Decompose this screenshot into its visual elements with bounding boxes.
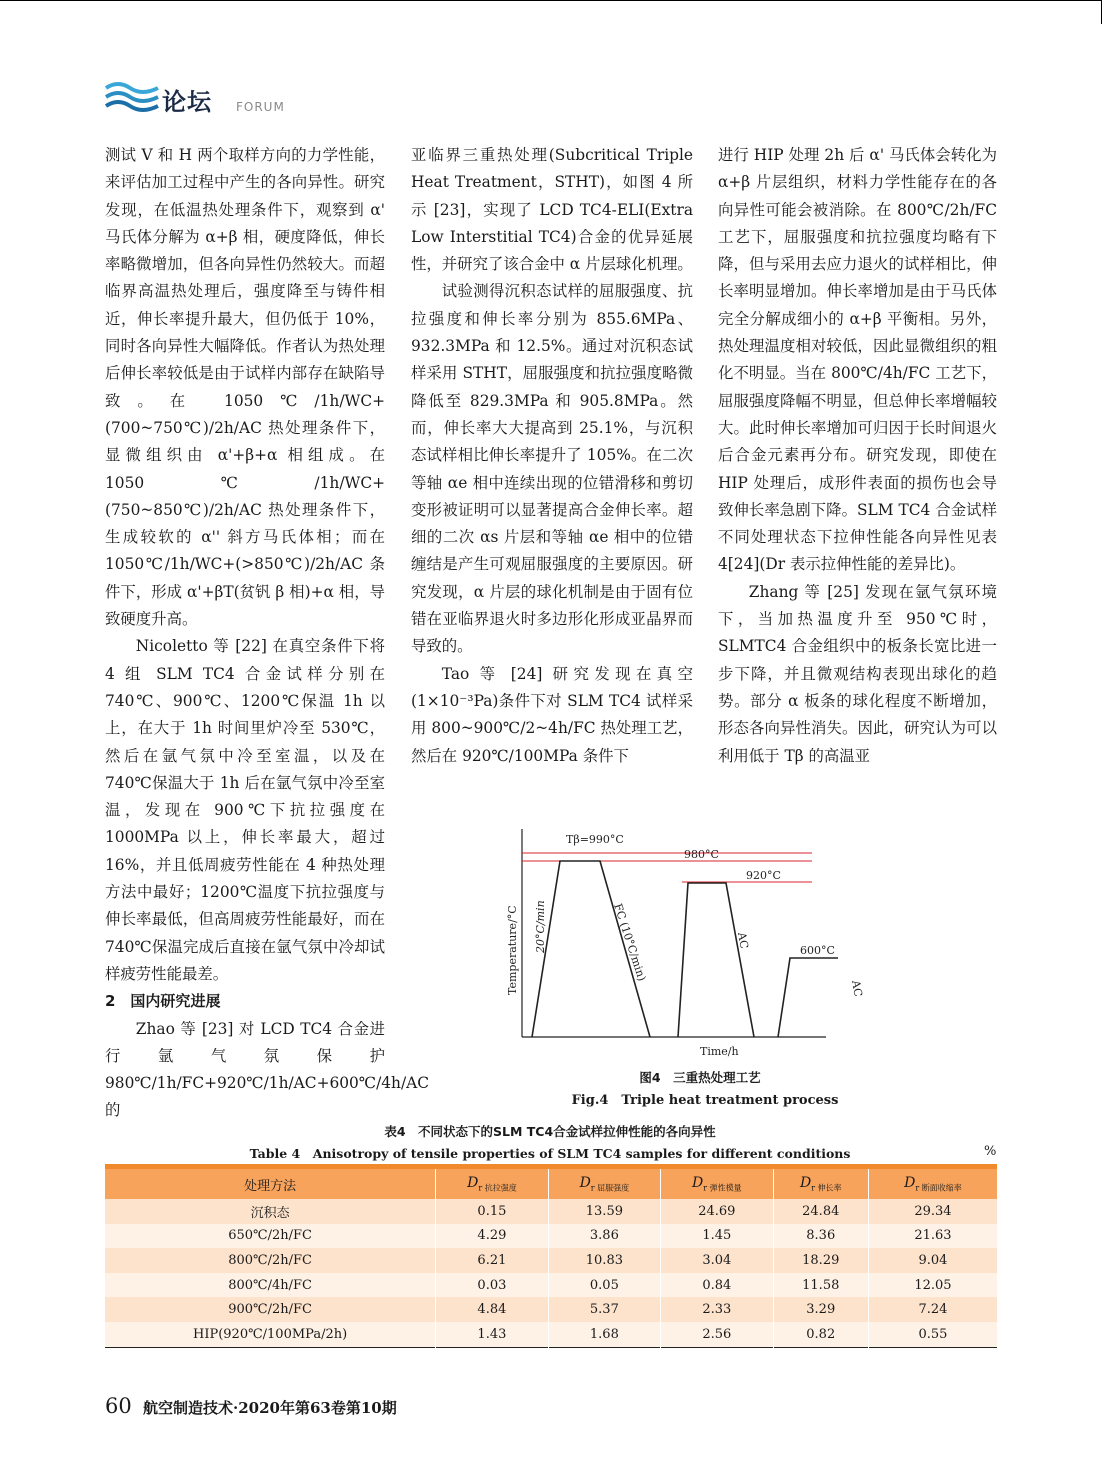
table-cell: 0.03 — [436, 1273, 548, 1298]
table-cell: 8.36 — [773, 1224, 868, 1249]
treatment-curve — [778, 958, 838, 1037]
table-row — [105, 1297, 997, 1322]
table-header-row — [105, 1167, 997, 1200]
crop-mark — [0, 0, 1102, 1]
text-column-3 — [718, 142, 997, 770]
table-cell: 2.33 — [661, 1297, 773, 1322]
figure-caption-en: Fig.4 Triple heat treatment process — [571, 1093, 839, 1108]
table-header-cell: $D_r$ $_{断面收缩率}$ — [868, 1167, 997, 1200]
table-cell: 6.21 — [436, 1248, 548, 1273]
table-cell: 4.29 — [436, 1224, 548, 1249]
logo-subtitle: FORUM — [236, 100, 285, 114]
treatment-curve — [678, 883, 754, 1037]
paragraph: Nicoletto 等 [22] 在真空条件下将 4 组 SLM TC4 合金试样分别在 740℃、900℃、1200℃保温 1h 以上，在大于 1h 时间里炉冷至 530℃，然后在氩气氛中冷至室温，以及在 740℃保温大于 1h 后在氩气氛中冷至室温，发现在 900℃下抗拉强度在 1000MPa 以上，伸长率最大，超过 16%，并且低周疲劳性能在 4 种热处理方法中最好；1200℃温度下抗拉强度与伸长率最低，但高周疲劳性能最好，而在 740℃保温完成后直接在氩气氛中冷却试样疲劳性能最差。 — [105, 637, 385, 983]
table-cell: 0.82 — [773, 1322, 868, 1347]
table-cell: 0.15 — [436, 1199, 548, 1224]
text-column-2 — [411, 142, 693, 770]
ac-label: AC — [849, 979, 865, 998]
table-cell: 5.37 — [548, 1297, 660, 1322]
table-cell: 13.59 — [548, 1199, 660, 1224]
table-header-cell: $D_r$ $_{弹性模量}$ — [661, 1167, 773, 1200]
ac-label: AC — [735, 931, 751, 950]
table-cell: 11.58 — [773, 1273, 868, 1298]
table-cell: 900℃/2h/FC — [105, 1297, 436, 1322]
t600-label: 600°C — [800, 944, 835, 957]
table-row — [105, 1248, 997, 1273]
t980-label: 980°C — [684, 848, 719, 861]
table-cell: 1.45 — [661, 1224, 773, 1249]
paragraph: Zhao 等 [23] 对 LCD TC4 合金进行氩气氛保护 980℃/1h/FC+920℃/1h/AC+600℃/4h/AC 的 — [105, 1019, 430, 1120]
table-cell: 7.24 — [868, 1297, 997, 1322]
table-cell: 12.05 — [868, 1273, 997, 1298]
triple-heat-treatment-diagram — [500, 825, 865, 1065]
table-cell: 3.29 — [773, 1297, 868, 1322]
logo-title: 论坛 — [162, 88, 212, 116]
table-cell: 24.69 — [661, 1199, 773, 1224]
table-row — [105, 1224, 997, 1249]
table-cell: 10.83 — [548, 1248, 660, 1273]
table-cell: HIP(920℃/100MPa/2h) — [105, 1322, 436, 1347]
paragraph: 测试 V 和 H 两个取样方向的力学性能，来评估加工过程中产生的各向异性。研究发现，在低温热处理条件下，观察到 α' 马氏体分解为 α+β 相，硬度降低，伸长率略微增加，但各向异性仍然较大。而超临界高温热处理后，强度降至与铸件相近，伸长率提升最大，但仍低于 10%，同时各向异性大幅降低。作者认为热处理后伸长率较低是由于试样内部存在缺陷导致。在 1050℃/1h/WC+(700~750℃)/2h/AC 热处理条件下，显微组织由 α'+β+α 相组成。在 1050℃/1h/WC+(750~850℃)/2h/AC 热处理条件下，生成较软的 α'' 斜方马氏体相；而在 1050℃/1h/WC+(>850℃)/2h/AC 条件下，形成 α'+βT(贫钒 β 相)+α 相，导致硬度升高。 — [105, 146, 385, 629]
table-cell: 800℃/4h/FC — [105, 1273, 436, 1298]
table-caption-en: Table 4 Anisotropy of tensile properties of SLM TC4 samples for different conditions — [249, 1146, 851, 1161]
fc-label: FC (10°C/min) — [611, 901, 649, 983]
table-cell: 800℃/2h/FC — [105, 1248, 436, 1273]
page-number: 60 — [105, 1394, 132, 1418]
table-caption-cn: 表4 不同状态下的SLM TC4合金试样拉伸性能的各向异性 — [384, 1124, 716, 1139]
table-cell: 1.43 — [436, 1322, 548, 1347]
forum-header — [104, 78, 404, 118]
figure-caption-cn: 图4 三重热处理工艺 — [639, 1070, 761, 1085]
t920-label: 920°C — [746, 869, 781, 882]
table-cell: 4.84 — [436, 1297, 548, 1322]
table-cell: 24.84 — [773, 1199, 868, 1224]
table-header-cell: $D_r$ $_{屈服强度}$ — [548, 1167, 660, 1200]
table-header-cell: $D_r$ $_{抗拉强度}$ — [436, 1167, 548, 1200]
table-cell: 3.04 — [661, 1248, 773, 1273]
table-header-cell: $D_r$ $_{伸长率}$ — [773, 1167, 868, 1200]
anisotropy-table — [105, 1164, 997, 1348]
table-row — [105, 1273, 997, 1298]
table-cell: 9.04 — [868, 1248, 997, 1273]
wave-logo-icon — [104, 80, 160, 114]
table-row — [105, 1322, 997, 1347]
y-axis-label: Temperature/°C — [506, 905, 519, 995]
paragraph: 进行 HIP 处理 2h 后 α' 马氏体会转化为 α+β 片层组织，材料力学性能存在的各向异性可能会被消除。在 800℃/2h/FC 工艺下，屈服强度和抗拉强度均略有下降，但与采用去应力退火的试样相比，伸长率明显增加。伸长率增加是由于马氏体完全分解成细小的 α+β 平衡相。另外，热处理温度相对较低，因此显微组织的粗化不明显。当在 800℃/4h/FC 工艺下，屈服强度降幅不明显，但总伸长率增幅较大。此时伸长率增加可归因于长时间退火后合金元素再分布。研究发现，即使在 HIP 处理后，成形件表面的损伤也会导致伸长率急剧下降。SLM TC4 合金试样不同处理状态下拉伸性能各向异性见表 4[24](Dr 表示拉伸性能的差异比)。 — [718, 146, 997, 574]
table-cell: 1.68 — [548, 1322, 660, 1347]
table-cell: 3.86 — [548, 1224, 660, 1249]
table-cell: 18.29 — [773, 1248, 868, 1273]
table-header-cell: 处理方法 — [105, 1167, 436, 1200]
table-cell: 0.05 — [548, 1273, 660, 1298]
table-cell: 0.84 — [661, 1273, 773, 1298]
tbeta-label: Tβ=990°C — [566, 833, 624, 846]
table-row — [105, 1199, 997, 1224]
paragraph: 试验测得沉积态试样的屈服强度、抗拉强度和伸长率分别为 855.6MPa、932.3MPa 和 12.5%。通过对沉积态试样采用 STHT，屈服强度和抗拉强度略微降低至 829.3MPa 和 905.8MPa。然而，伸长率大大提高到 25.1%，与沉积态试样相比伸长率提升了 105%。在二次等轴 αe 相中连续出现的位错滑移和剪切变形被证明可以显著提高合金伸长率。超细的二次 αs 片层和等轴 αe 相中的位错缠结是产生可观屈服强度的主要原因。研究发现，α 片层的球化机制是由于固有位错在亚临界退火时多边形化形成亚晶界而导致的。 — [411, 282, 693, 656]
journal-name: 航空制造技术·2020年第63卷第10期 — [142, 1399, 397, 1417]
table-cell: 0.55 — [868, 1322, 997, 1347]
table-unit: % — [984, 1144, 997, 1159]
section-heading: 2 国内研究进展 — [105, 992, 221, 1011]
page-footer — [105, 1394, 397, 1418]
paragraph: Zhang 等 [25] 发现在氩气氛环境下，当加热温度升至 950℃时，SLMTC4 合金组织中的板条长宽比进一步下降，并且微观结构表现出球化的趋势。部分 α 板条的球化程度不断增加，形态各向异性消失。因此，研究认为可以利用低于 Tβ 的高温亚 — [718, 582, 997, 765]
paragraph: Tao 等 [24] 研究发现在真空(1×10⁻³Pa)条件下对 SLM TC4 试样采用 800~900℃/2~4h/FC 热处理工艺，然后在 920℃/100MPa 条件下 — [411, 664, 693, 765]
table-cell: 650℃/2h/FC — [105, 1224, 436, 1249]
ramp-label: 20°C/min — [534, 900, 547, 953]
x-axis-label: Time/h — [700, 1045, 739, 1058]
text-column-1 — [105, 142, 430, 1125]
table-cell: 沉积态 — [105, 1199, 436, 1224]
table-cell: 29.34 — [868, 1199, 997, 1224]
table-cell: 21.63 — [868, 1224, 997, 1249]
table-cell: 2.56 — [661, 1322, 773, 1347]
paragraph: 亚临界三重热处理(Subcritical Triple Heat Treatment，STHT)，如图 4 所示 [23]，实现了 LCD TC4-ELI(Extra Low Interstitial TC4)合金的优异延展性，并研究了该合金中 α 片层球化机理。 — [411, 146, 693, 274]
